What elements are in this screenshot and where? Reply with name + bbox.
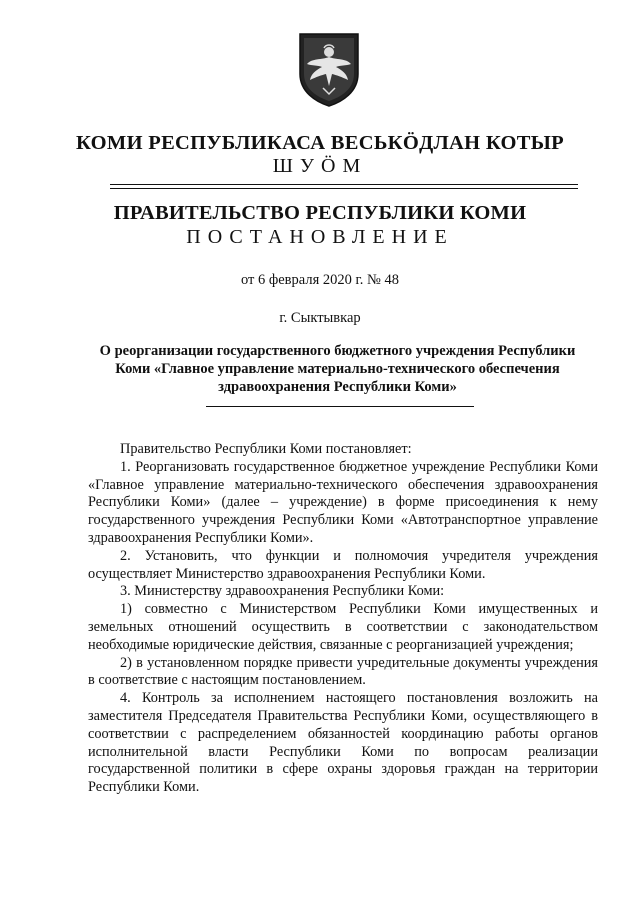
document-body — [88, 441, 598, 797]
komi-coat-of-arms-icon — [296, 30, 362, 108]
document-city: г. Сыктывкар — [279, 310, 361, 326]
subject-underline — [206, 406, 474, 407]
body-paragraph: 1. Реорганизовать государственное бюджетное учреждение Республики Коми «Главное управление материально-технического обеспечения здравоохранения Республики Коми» (далее – учреждение) в форме присоединения к нему государственного учреждения Республики Коми «Автотранспортное управление здравоохранения Республики Коми». — [88, 458, 598, 546]
header-divider — [110, 184, 578, 189]
body-paragraph: 1) совместно с Министерством Республики Коми имущественных и земельных отношений осуществить в соответствии с законодательством необходимые юридические действия, связанные с реорганизацией учреждения; — [88, 601, 598, 653]
resolution-subtitle: ПОСТАНОВЛЕНИЕ — [186, 226, 454, 248]
body-paragraph: 2) в установленном порядке привести учредительные документы учреждения в соответствие с настоящим постановлением. — [88, 654, 598, 689]
government-title: ПРАВИТЕЛЬСТВО РЕСПУБЛИКИ КОМИ — [113, 202, 527, 224]
body-paragraph: 3. Министерству здравоохранения Республики Коми: — [120, 583, 445, 600]
komi-resolution-subtitle: ШУӦМ — [272, 155, 368, 177]
document-subject: О реорганизации государственного бюджетного учреждения Республики Коми «Главное управление материально-технического обеспечения здравоохранения Республики Коми» — [99, 343, 576, 395]
document-date: от 6 февраля 2020 г. № 48 — [240, 272, 400, 288]
komi-government-title: КОМИ РЕСПУБЛИКАСА ВЕСЬКӦДЛАН КОТЫР — [76, 132, 564, 154]
body-paragraph: 2. Установить, что функции и полномочия учредителя учреждения осуществляет Министерство здравоохранения Республики Коми. — [88, 547, 598, 582]
body-paragraph: 4. Контроль за исполнением настоящего постановления возложить на заместителя Председателя Правительства Республики Коми, осуществляющего в соответствии с распределением обязанностей координацию работы органов исполнительной власти Республики Коми по вопросам реализации государственной политики в сфере охраны здоровья граждан на территории Республики Коми. — [88, 690, 598, 796]
body-paragraph: Правительство Республики Коми постановляет: — [120, 441, 412, 457]
